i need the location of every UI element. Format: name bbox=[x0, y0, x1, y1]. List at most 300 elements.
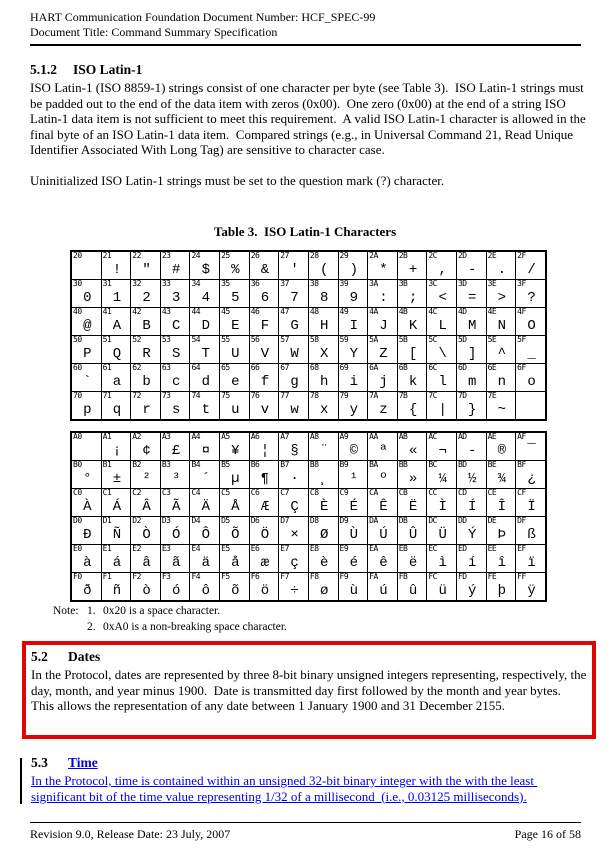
cell-character: - bbox=[468, 443, 477, 459]
cell-hex-code: 5C bbox=[428, 335, 437, 344]
charmap-cell bbox=[516, 280, 546, 308]
cell-character: s bbox=[171, 402, 181, 418]
charmap-cell bbox=[338, 489, 368, 517]
cell-character: ¯ bbox=[527, 443, 536, 459]
section-title: ISO Latin-1 bbox=[73, 62, 143, 77]
note-item bbox=[87, 620, 287, 636]
cell-hex-code: 22 bbox=[132, 251, 141, 260]
charmap-cell bbox=[427, 392, 457, 421]
charmap-cell bbox=[249, 573, 279, 602]
cell-character: ë bbox=[408, 555, 418, 571]
cell-character: g bbox=[290, 374, 299, 390]
cell-hex-code: C1 bbox=[102, 488, 112, 497]
page-footer bbox=[30, 827, 581, 842]
cell-hex-code: A9 bbox=[339, 432, 349, 441]
cell-character: j bbox=[379, 374, 388, 390]
charmap-cell bbox=[101, 573, 131, 602]
cell-hex-code: E3 bbox=[161, 544, 171, 553]
charmap-cell bbox=[220, 545, 250, 573]
section-dates-heading bbox=[31, 649, 588, 665]
charmap-cell bbox=[397, 251, 427, 280]
cell-character: þ bbox=[497, 583, 507, 599]
charmap-cell bbox=[101, 545, 131, 573]
cell-character: Ý bbox=[468, 527, 477, 543]
cell-character: t bbox=[201, 402, 210, 418]
cell-hex-code: A6 bbox=[250, 432, 260, 441]
cell-character: ù bbox=[349, 583, 359, 599]
cell-hex-code: FC bbox=[428, 572, 437, 581]
cell-hex-code: 58 bbox=[309, 335, 319, 344]
cell-character: v bbox=[260, 402, 270, 418]
cell-hex-code: 61 bbox=[102, 363, 112, 372]
cell-hex-code: B0 bbox=[73, 460, 82, 469]
cell-character: K bbox=[408, 318, 418, 334]
cell-hex-code: 68 bbox=[309, 363, 319, 372]
cell-character: f bbox=[260, 374, 270, 390]
cell-hex-code: 23 bbox=[161, 251, 171, 260]
charmap-cell bbox=[279, 392, 309, 421]
cell-character: ^ bbox=[497, 346, 507, 362]
cell-hex-code: FB bbox=[398, 572, 408, 581]
cell-character: I bbox=[349, 318, 359, 334]
cell-character: ` bbox=[83, 374, 92, 390]
cell-hex-code: 72 bbox=[132, 391, 141, 400]
cell-character: û bbox=[408, 583, 418, 599]
charmap-cell bbox=[427, 573, 457, 602]
cell-hex-code: A7 bbox=[280, 432, 289, 441]
cell-character: / bbox=[527, 262, 536, 278]
cell-hex-code: C6 bbox=[250, 488, 260, 497]
charmap-cell bbox=[516, 489, 546, 517]
cell-character: y bbox=[349, 402, 359, 418]
cell-hex-code: C7 bbox=[280, 488, 289, 497]
charmap-cell bbox=[516, 545, 546, 573]
cell-hex-code: 71 bbox=[102, 391, 112, 400]
cell-character: ô bbox=[201, 583, 210, 599]
cell-character: ¸ bbox=[320, 471, 329, 487]
charmap-cell bbox=[101, 517, 131, 545]
section-title: Time bbox=[68, 755, 98, 770]
cell-character: ¿ bbox=[527, 471, 536, 487]
cell-hex-code: B2 bbox=[132, 460, 141, 469]
cell-hex-code: DB bbox=[398, 516, 408, 525]
cell-hex-code: 79 bbox=[339, 391, 349, 400]
cell-character: À bbox=[83, 499, 92, 515]
cell-hex-code: 60 bbox=[73, 363, 82, 372]
section-time-heading bbox=[31, 755, 587, 771]
cell-hex-code: E1 bbox=[102, 544, 112, 553]
charmap-cell bbox=[427, 489, 457, 517]
cell-character: H bbox=[320, 318, 329, 334]
charmap-cell bbox=[368, 308, 398, 336]
cell-hex-code: D8 bbox=[309, 516, 319, 525]
cell-hex-code: 34 bbox=[191, 279, 201, 288]
charmap-cell bbox=[516, 251, 546, 280]
cell-hex-code: BB bbox=[398, 460, 408, 469]
cell-hex-code: EB bbox=[398, 544, 408, 553]
cell-hex-code: 21 bbox=[102, 251, 112, 260]
charmap-cell bbox=[427, 545, 457, 573]
cell-hex-code: D6 bbox=[250, 516, 260, 525]
cell-hex-code: E7 bbox=[280, 544, 289, 553]
charmap-cell bbox=[131, 573, 161, 602]
cell-hex-code: 53 bbox=[161, 335, 171, 344]
cell-hex-code: D7 bbox=[280, 516, 289, 525]
cell-character: # bbox=[171, 262, 181, 278]
charmap-cell bbox=[308, 545, 338, 573]
charmap-cell bbox=[279, 545, 309, 573]
cell-character: Û bbox=[408, 527, 418, 543]
charmap-cell bbox=[249, 308, 279, 336]
cell-character: Ì bbox=[438, 499, 447, 515]
cell-hex-code: 51 bbox=[102, 335, 112, 344]
cell-character: z bbox=[379, 402, 388, 418]
charmap-cell bbox=[456, 573, 486, 602]
page-header bbox=[30, 10, 582, 40]
table3-notes bbox=[53, 604, 287, 635]
cell-hex-code: CB bbox=[398, 488, 408, 497]
charmap-cell bbox=[486, 308, 516, 336]
charmap-cell bbox=[427, 308, 457, 336]
charmap-cell bbox=[427, 251, 457, 280]
charmap-cell bbox=[338, 364, 368, 392]
cell-hex-code: 25 bbox=[221, 251, 230, 260]
charmap-cell bbox=[368, 545, 398, 573]
cell-character: Ó bbox=[171, 527, 181, 543]
charmap-cell bbox=[71, 461, 101, 489]
cell-hex-code: 78 bbox=[309, 391, 319, 400]
cell-character: l bbox=[438, 374, 447, 390]
cell-character: b bbox=[142, 374, 151, 390]
cell-character: Á bbox=[112, 499, 122, 515]
charmap-cell bbox=[220, 517, 250, 545]
charmap-cell bbox=[131, 308, 161, 336]
cell-hex-code: 75 bbox=[221, 391, 230, 400]
cell-hex-code: C2 bbox=[132, 488, 141, 497]
cell-hex-code: AA bbox=[369, 432, 378, 441]
charmap-cell bbox=[368, 489, 398, 517]
charmap-cell bbox=[456, 336, 486, 364]
cell-hex-code: B5 bbox=[221, 460, 230, 469]
cell-hex-code: DF bbox=[517, 516, 526, 525]
cell-hex-code: D3 bbox=[161, 516, 171, 525]
cell-hex-code: BE bbox=[487, 460, 497, 469]
cell-character: É bbox=[349, 499, 359, 515]
cell-character: d bbox=[201, 374, 210, 390]
cell-hex-code: 5B bbox=[398, 335, 408, 344]
charmap-cell bbox=[160, 461, 190, 489]
cell-hex-code: C9 bbox=[339, 488, 349, 497]
cell-hex-code: 45 bbox=[221, 307, 230, 316]
charmap-cell bbox=[486, 545, 516, 573]
charmap-cell bbox=[397, 517, 427, 545]
cell-hex-code: A3 bbox=[161, 432, 171, 441]
charmap-cell bbox=[397, 336, 427, 364]
cell-character: } bbox=[468, 402, 477, 418]
cell-hex-code: D2 bbox=[132, 516, 141, 525]
cell-hex-code: AB bbox=[398, 432, 408, 441]
cell-character: ¾ bbox=[497, 471, 507, 487]
cell-character: ( bbox=[320, 262, 329, 278]
cell-character: Ø bbox=[320, 527, 329, 543]
cell-hex-code: B6 bbox=[250, 460, 260, 469]
charmap-cell bbox=[71, 251, 101, 280]
cell-character: Ô bbox=[201, 527, 210, 543]
cell-character: < bbox=[438, 290, 447, 306]
cell-hex-code: AC bbox=[428, 432, 437, 441]
header-doc-title: Document Title: Command Summary Specification bbox=[30, 25, 278, 39]
charmap-cell bbox=[397, 461, 427, 489]
cell-hex-code: BA bbox=[369, 460, 378, 469]
charmap-cell bbox=[516, 336, 546, 364]
cell-character: k bbox=[408, 374, 418, 390]
charmap-cell bbox=[486, 489, 516, 517]
charmap-cell bbox=[190, 364, 220, 392]
cell-hex-code: 48 bbox=[309, 307, 319, 316]
charmap-cell bbox=[160, 517, 190, 545]
cell-character: | bbox=[438, 402, 447, 418]
cell-character: q bbox=[112, 402, 122, 418]
cell-hex-code: A1 bbox=[102, 432, 112, 441]
cell-hex-code: A0 bbox=[73, 432, 82, 441]
cell-hex-code: CA bbox=[369, 488, 378, 497]
cell-character: 8 bbox=[320, 290, 329, 306]
charmap-cell bbox=[190, 392, 220, 421]
cell-character: ³ bbox=[171, 471, 181, 487]
cell-character: µ bbox=[231, 471, 240, 487]
charmap-cell bbox=[338, 461, 368, 489]
cell-character: a bbox=[112, 374, 122, 390]
charmap-cell bbox=[160, 392, 190, 421]
cell-character: 5 bbox=[231, 290, 240, 306]
charmap-cell bbox=[427, 364, 457, 392]
iso-latin1-charmap-block-2 bbox=[70, 431, 547, 602]
section-title: Dates bbox=[68, 649, 101, 664]
cell-character: ¶ bbox=[260, 471, 270, 487]
charmap-cell bbox=[71, 489, 101, 517]
cell-hex-code: 6B bbox=[398, 363, 408, 372]
charmap-cell bbox=[308, 432, 338, 461]
charmap-cell bbox=[516, 461, 546, 489]
cell-hex-code: D0 bbox=[73, 516, 82, 525]
charmap-cell bbox=[190, 280, 220, 308]
cell-hex-code: CC bbox=[428, 488, 437, 497]
cell-hex-code: 26 bbox=[250, 251, 260, 260]
section-number: 5.1.2 bbox=[30, 62, 57, 77]
cell-character: 9 bbox=[349, 290, 359, 306]
cell-character: 0 bbox=[83, 290, 92, 306]
cell-character: ¼ bbox=[438, 471, 447, 487]
cell-character: M bbox=[468, 318, 477, 334]
cell-hex-code: F3 bbox=[161, 572, 171, 581]
cell-hex-code: C4 bbox=[191, 488, 201, 497]
cell-character: ì bbox=[438, 555, 447, 571]
section-dates-highlight-box bbox=[22, 641, 596, 739]
cell-character: ' bbox=[290, 262, 299, 278]
cell-hex-code: 3F bbox=[517, 279, 526, 288]
charmap-cell bbox=[220, 392, 250, 421]
charmap-cell bbox=[220, 461, 250, 489]
charmap-cell bbox=[397, 573, 427, 602]
cell-hex-code: 66 bbox=[250, 363, 260, 372]
cell-hex-code: FD bbox=[457, 572, 467, 581]
charmap-cell bbox=[338, 432, 368, 461]
cell-character: ¹ bbox=[349, 471, 359, 487]
charmap-cell bbox=[249, 545, 279, 573]
cell-character: ï bbox=[527, 555, 536, 571]
iso-latin1-paragraph-2: Uninitialized ISO Latin-1 strings must be set to the question mark (?) character. bbox=[30, 172, 445, 188]
charmap-cell bbox=[131, 545, 161, 573]
cell-character: ´ bbox=[201, 471, 210, 487]
charmap-cell bbox=[220, 280, 250, 308]
cell-hex-code: 36 bbox=[250, 279, 260, 288]
cell-character: ! bbox=[112, 262, 122, 278]
cell-hex-code: 2D bbox=[457, 251, 467, 260]
charmap-cell bbox=[190, 489, 220, 517]
cell-hex-code: FE bbox=[487, 572, 497, 581]
cell-hex-code: BD bbox=[457, 460, 467, 469]
cell-hex-code: C5 bbox=[221, 488, 230, 497]
time-paragraph: In the Protocol, time is contained within an unsigned 32-bit binary integer with the with the least significant bit of the time value representing 1/32 of a millisecond (i.e., 0.03125 milliseconds). bbox=[31, 773, 538, 804]
cell-hex-code: BC bbox=[428, 460, 437, 469]
charmap-cell bbox=[308, 573, 338, 602]
cell-character: £ bbox=[171, 443, 181, 459]
charmap-cell bbox=[338, 517, 368, 545]
cell-character: E bbox=[231, 318, 240, 334]
cell-character: * bbox=[379, 262, 388, 278]
cell-character: R bbox=[142, 346, 151, 362]
cell-character: ý bbox=[468, 583, 477, 599]
cell-character: ß bbox=[527, 527, 536, 543]
cell-character: Ü bbox=[438, 527, 447, 543]
cell-hex-code: A4 bbox=[191, 432, 201, 441]
charmap-cell bbox=[220, 308, 250, 336]
charmap-cell bbox=[397, 489, 427, 517]
cell-character: 4 bbox=[201, 290, 210, 306]
cell-character: Þ bbox=[497, 527, 507, 543]
cell-character: Î bbox=[497, 499, 507, 515]
cell-hex-code: B8 bbox=[309, 460, 319, 469]
cell-hex-code: 44 bbox=[191, 307, 201, 316]
cell-character: ð bbox=[83, 583, 92, 599]
charmap-cell bbox=[368, 280, 398, 308]
cell-hex-code: 3A bbox=[369, 279, 378, 288]
charmap-cell bbox=[249, 392, 279, 421]
charmap-cell bbox=[160, 573, 190, 602]
charmap-cell bbox=[338, 308, 368, 336]
charmap-cell bbox=[279, 517, 309, 545]
charmap-cell bbox=[368, 432, 398, 461]
cell-hex-code: 77 bbox=[280, 391, 289, 400]
charmap-cell bbox=[279, 251, 309, 280]
cell-character: h bbox=[320, 374, 329, 390]
charmap-cell bbox=[220, 432, 250, 461]
cell-hex-code: 73 bbox=[161, 391, 171, 400]
charmap-cell bbox=[516, 308, 546, 336]
cell-hex-code: FF bbox=[517, 572, 526, 581]
cell-hex-code: 28 bbox=[309, 251, 319, 260]
cell-character: ° bbox=[83, 471, 92, 487]
cell-hex-code: B4 bbox=[191, 460, 201, 469]
charmap-cell bbox=[190, 251, 220, 280]
charmap-cell bbox=[71, 545, 101, 573]
cell-hex-code: 4A bbox=[369, 307, 378, 316]
cell-character: ; bbox=[408, 290, 418, 306]
cell-hex-code: 3B bbox=[398, 279, 408, 288]
charmap-cell bbox=[456, 392, 486, 421]
charmap-cell bbox=[220, 364, 250, 392]
cell-character: Ç bbox=[290, 499, 299, 515]
charmap-cell bbox=[101, 251, 131, 280]
cell-hex-code: 70 bbox=[73, 391, 82, 400]
cell-hex-code: AD bbox=[457, 432, 467, 441]
cell-character: ã bbox=[171, 555, 181, 571]
cell-character: Ù bbox=[349, 527, 359, 543]
cell-character: ê bbox=[379, 555, 388, 571]
charmap-cell bbox=[160, 251, 190, 280]
cell-hex-code: 2A bbox=[369, 251, 378, 260]
cell-character: D bbox=[201, 318, 210, 334]
charmap-cell bbox=[279, 280, 309, 308]
charmap-cell bbox=[516, 517, 546, 545]
charmap-cell bbox=[71, 432, 101, 461]
charmap-cell bbox=[160, 364, 190, 392]
charmap-cell bbox=[486, 251, 516, 280]
cell-character: ó bbox=[171, 583, 181, 599]
cell-character: i bbox=[349, 374, 359, 390]
cell-character: Q bbox=[112, 346, 122, 362]
charmap-cell bbox=[308, 280, 338, 308]
cell-character: { bbox=[408, 402, 418, 418]
cell-character: õ bbox=[231, 583, 240, 599]
cell-hex-code: CD bbox=[457, 488, 467, 497]
cell-character: 7 bbox=[290, 290, 299, 306]
charmap-cell bbox=[338, 251, 368, 280]
charmap-cell bbox=[101, 280, 131, 308]
cell-hex-code: 50 bbox=[73, 335, 82, 344]
cell-hex-code: 4C bbox=[428, 307, 437, 316]
cell-hex-code: 42 bbox=[132, 307, 141, 316]
cell-hex-code: 29 bbox=[339, 251, 349, 260]
cell-hex-code: 63 bbox=[161, 363, 171, 372]
charmap-cell bbox=[427, 280, 457, 308]
table3-title: Table 3. ISO Latin-1 Characters bbox=[213, 224, 397, 239]
cell-character: ÷ bbox=[290, 583, 299, 599]
charmap-cell bbox=[249, 280, 279, 308]
cell-character: % bbox=[231, 262, 240, 278]
cell-hex-code: B3 bbox=[161, 460, 171, 469]
charmap-cell bbox=[338, 280, 368, 308]
charmap-cell bbox=[160, 336, 190, 364]
cell-character: í bbox=[468, 555, 477, 571]
cell-hex-code: 4F bbox=[517, 307, 526, 316]
charmap-cell bbox=[308, 489, 338, 517]
cell-character: Õ bbox=[231, 527, 240, 543]
cell-hex-code: FA bbox=[369, 572, 378, 581]
cell-character: 2 bbox=[142, 290, 151, 306]
cell-character: u bbox=[231, 402, 240, 418]
cell-hex-code: 31 bbox=[102, 279, 112, 288]
section-iso-latin1-heading bbox=[30, 62, 587, 78]
note-number: 1. bbox=[87, 605, 96, 617]
charmap-cell bbox=[249, 336, 279, 364]
charmap-cell bbox=[279, 573, 309, 602]
section-number: 5.2 bbox=[31, 649, 48, 664]
cell-hex-code: F1 bbox=[102, 572, 112, 581]
cell-hex-code: 69 bbox=[339, 363, 349, 372]
cell-hex-code: BF bbox=[517, 460, 526, 469]
charmap-cell bbox=[160, 432, 190, 461]
